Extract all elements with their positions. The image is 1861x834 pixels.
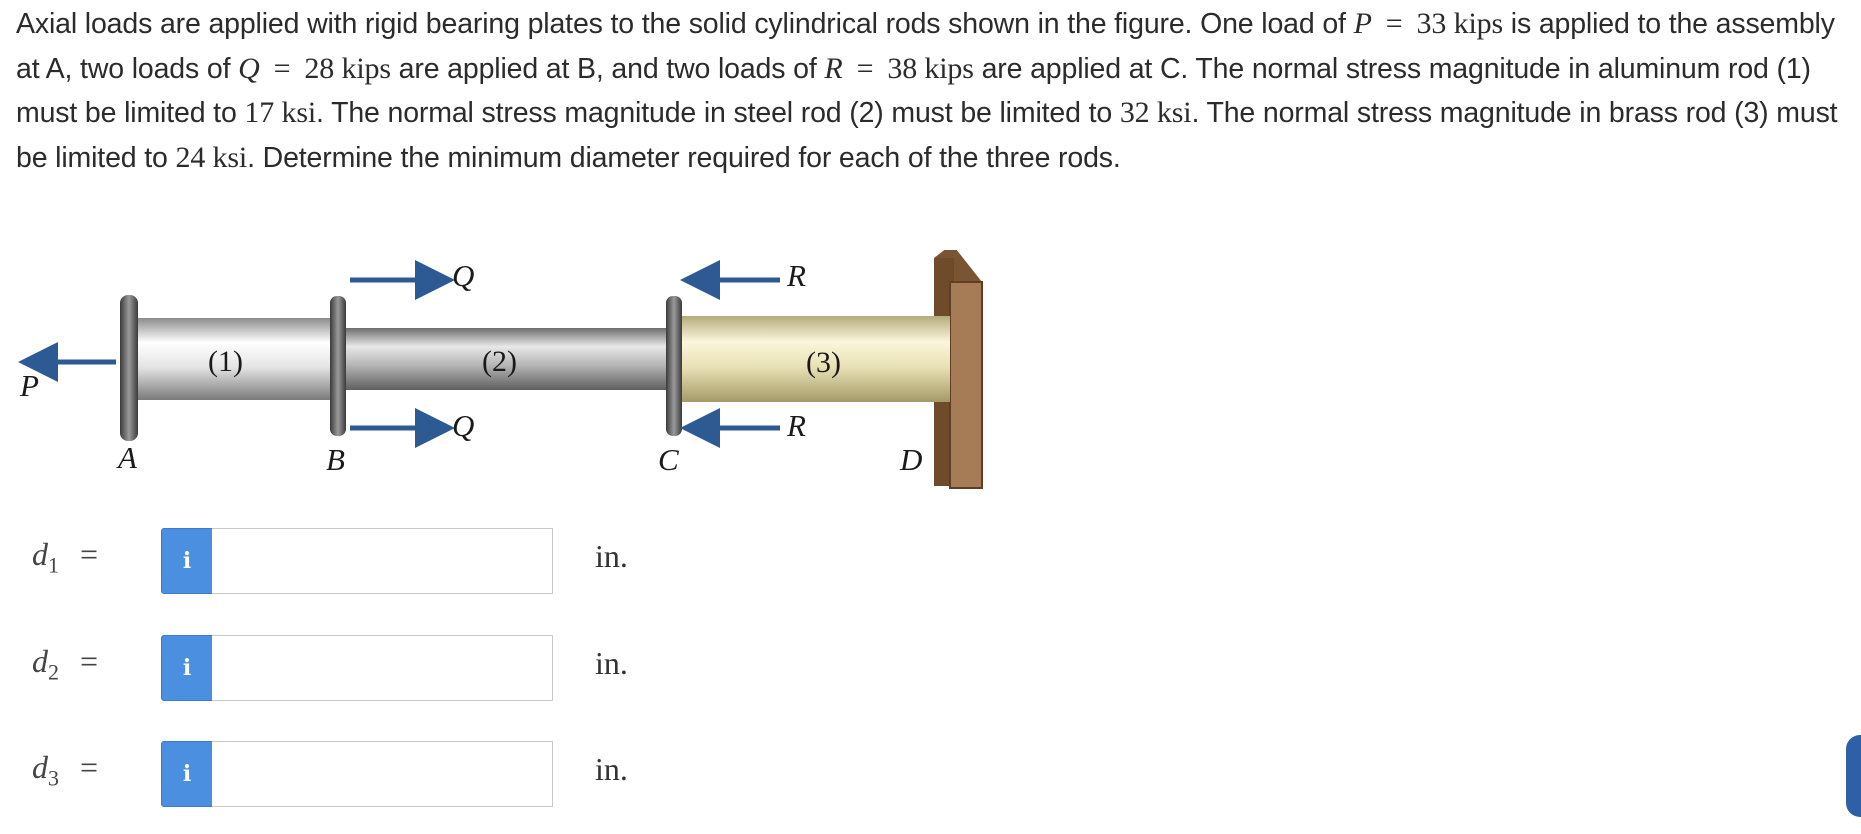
rod-assembly-figure xyxy=(0,250,990,490)
label-B: B xyxy=(326,442,345,477)
value-Q: 28 kips xyxy=(304,51,391,85)
info-icon[interactable]: i xyxy=(161,635,213,701)
label-rod-2: (2) xyxy=(482,345,517,378)
stress-limit-2: 32 ksi xyxy=(1119,96,1192,129)
equals-sign: = xyxy=(80,643,99,679)
label-D: D xyxy=(900,442,923,477)
label-R-top: R xyxy=(787,258,806,293)
d1-input[interactable] xyxy=(212,528,553,594)
equals-sign: = xyxy=(80,536,99,572)
bearing-plate-C xyxy=(666,296,682,436)
d3-input[interactable] xyxy=(212,741,553,807)
label-rod-3: (3) xyxy=(806,346,841,379)
info-icon[interactable]: i xyxy=(161,528,213,594)
value-R: 38 kips xyxy=(887,51,974,85)
var-Q: Q xyxy=(238,51,260,85)
label-R-bottom: R xyxy=(787,408,806,443)
problem-statement: Axial loads are applied with rigid bearing plates to the solid cylindrical rods shown in the figure. One load of P = 33 kips is applied to the assembly at A, two loads of Q = 28 kips are applied at B, and two loads of R = 38 kips are applied at C. The normal stress magnitude in aluminum rod (1) must be limited to 17 ksi. The normal stress magnitude in steel rod (2) must be limited to 32 ksi. The normal stress magnitude in brass rod (3) must be limited to 24 ksi. Determine the minimum diameter required for each of the three rods. xyxy=(16,7,1838,174)
equals-sign: = xyxy=(80,749,99,785)
answer-variable: $d_1$ xyxy=(32,536,59,578)
var-P: P xyxy=(1353,7,1372,40)
unit-label: in. xyxy=(595,538,628,574)
label-rod-1: (1) xyxy=(208,345,243,378)
stress-limit-3: 24 ksi xyxy=(175,140,248,174)
d2-input[interactable] xyxy=(212,635,553,701)
stress-limit-1: 17 ksi xyxy=(244,96,317,129)
bearing-plate-B xyxy=(330,296,346,436)
label-P: P xyxy=(20,368,39,403)
value-P: 33 kips xyxy=(1416,7,1504,40)
label-C: C xyxy=(658,442,679,477)
unit-label: in. xyxy=(595,645,628,681)
info-icon[interactable]: i xyxy=(161,741,213,807)
label-A: A xyxy=(118,440,137,475)
bearing-plate-A xyxy=(120,295,138,441)
label-Q-top: Q xyxy=(452,258,475,293)
answer-variable: $d_2$ xyxy=(32,643,59,685)
unit-label: in. xyxy=(595,751,628,787)
side-panel-tab[interactable] xyxy=(1846,735,1861,817)
var-R: R xyxy=(824,51,843,85)
answer-variable: $d_3$ xyxy=(32,749,59,791)
label-Q-bottom: Q xyxy=(452,408,475,443)
